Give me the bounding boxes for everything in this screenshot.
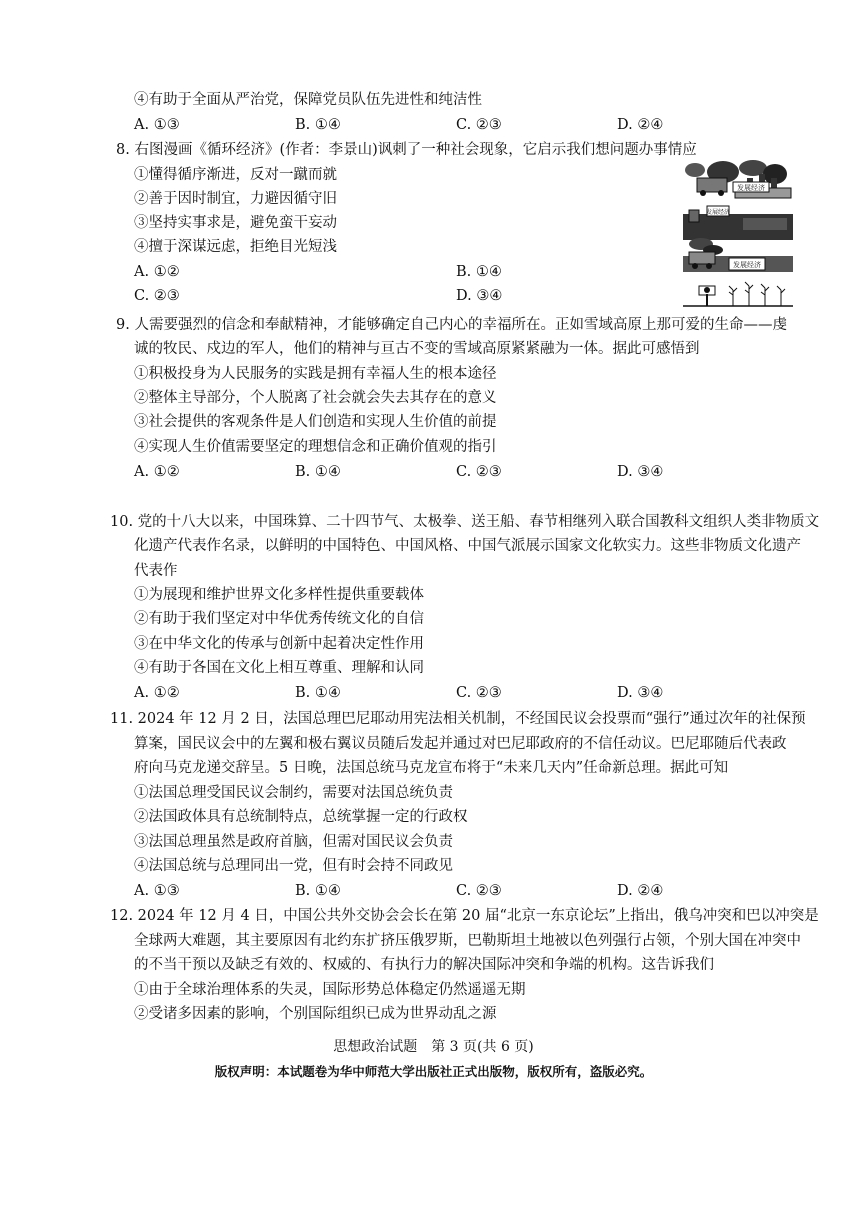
q12-item-2: ②受诸多因素的影响，个别国际组织已成为世界动乱之源 <box>134 1006 497 1022</box>
q7-option-b: B. ①④ <box>295 117 341 133</box>
cartoon-panel-3 <box>683 238 793 272</box>
q10-item-4: ④有助于各国在文化上相互尊重、理解和认同 <box>134 660 424 676</box>
q9-option-b: B. ①④ <box>295 464 341 480</box>
cartoon-panel-2 <box>683 206 793 240</box>
q9-item-3: ③社会提供的客观条件是人们创造和实现人生价值的前提 <box>134 414 497 430</box>
q7-option-a: A. ①③ <box>134 117 180 133</box>
q10-option-b: B. ①④ <box>295 685 341 701</box>
q12-stem-line-3: 的不当干预以及缺乏有效的、权威的、有执行力的解决国际冲突和争端的机构。这告诉我们 <box>134 957 714 973</box>
q8-item-4: ④擅于深谋远虑，拒绝目光短浅 <box>134 239 337 255</box>
q12-stem-line-2: 全球两大难题，其主要原因有北约东扩挤压俄罗斯，巴勒斯坦土地被以色列强行占领，个别大国在冲突中 <box>134 933 801 949</box>
q8-item-2: ②善于因时制宜，力避因循守旧 <box>134 191 337 207</box>
cartoon-panel-4 <box>683 282 793 306</box>
q9-option-c: C. ②③ <box>456 464 502 480</box>
cartoon-label-3: 发展经济 <box>733 261 761 269</box>
q11-item-3: ③法国总理虽然是政府首脑，但需对国民议会负责 <box>134 834 453 850</box>
q11-option-b: B. ①④ <box>295 883 341 899</box>
q10-item-2: ②有助于我们坚定对中华优秀传统文化的自信 <box>134 611 424 627</box>
q10-item-3: ③在中华文化的传承与创新中起着决定性作用 <box>134 636 424 652</box>
q9-item-1: ①积极投身为人民服务的实践是拥有幸福人生的根本途径 <box>134 366 497 382</box>
q9-option-d: D. ③④ <box>617 464 664 480</box>
q10-option-c: C. ②③ <box>456 685 502 701</box>
q12-item-1: ①由于全球治理体系的失灵，国际形势总体稳定仍然遥遥无期 <box>134 982 526 998</box>
copyright-notice: 版权声明：本试题卷为华中师范大学出版社正式出版物，版权所有，盗版必究。 <box>214 1064 653 1079</box>
cartoon-label-2: 发展经济 <box>705 209 731 216</box>
q11-option-d: D. ②④ <box>617 883 664 899</box>
q8-item-3: ③坚持实事求是，避免蛮干妄动 <box>134 215 337 231</box>
q10-option-a: A. ①② <box>134 685 180 701</box>
q10-stem-line-3: 代表作 <box>134 563 178 579</box>
q8-option-c: C. ②③ <box>134 288 180 304</box>
q9-option-a: A. ①② <box>134 464 180 480</box>
q9-item-4: ④实现人生价值需要坚定的理想信念和正确价值观的指引 <box>134 439 497 455</box>
q12-stem-line-1: 12. 2024 年 12 月 4 日，中国公共外交协会会长在第 20 届“北京一东京论坛”上指出，俄乌冲突和巴以冲突是 <box>110 908 819 924</box>
q9-stem-line-2: 诚的牧民、戍边的军人，他们的精神与亘古不变的雪域高原紧紧融为一体。据此可感悟到 <box>134 341 700 357</box>
q11-stem-line-3: 府向马克龙递交辞呈。5 日晚，法国总统马克龙宣布将于“未来几天内”任命新总理。据此可知 <box>134 760 729 776</box>
q11-option-a: A. ①③ <box>134 883 180 899</box>
q9-stem-line-1: 9. 人需要强烈的信念和奉献精神，才能够确定自己内心的幸福所在。正如雪域高原上那可爱的生命——虔 <box>116 317 787 333</box>
q11-option-c: C. ②③ <box>456 883 502 899</box>
circular-economy-cartoon <box>683 160 793 310</box>
q9-item-2: ②整体主导部分，个人脱离了社会就会失去其存在的意义 <box>134 390 497 406</box>
q7-option-c: C. ②③ <box>456 117 502 133</box>
cartoon-panel-1 <box>685 160 791 198</box>
q11-item-1: ①法国总理受国民议会制约，需要对法国总统负责 <box>134 785 453 801</box>
q10-option-d: D. ③④ <box>617 685 664 701</box>
q8-option-b: B. ①④ <box>456 264 502 280</box>
q8-item-1: ①懂得循序渐进，反对一蹴而就 <box>134 167 337 183</box>
page-number: 思想政治试题 第 3 页(共 6 页) <box>333 1039 534 1055</box>
q7-option-d: D. ②④ <box>617 117 664 133</box>
cartoon-label-1: 发展经济 <box>737 184 765 192</box>
q7-item-4: ④有助于全面从严治党，保障党员队伍先进性和纯洁性 <box>134 92 482 108</box>
q8-option-a: A. ①② <box>134 264 180 280</box>
q11-item-2: ②法国政体具有总统制特点，总统掌握一定的行政权 <box>134 809 468 825</box>
q10-stem-line-2: 化遗产代表作名录，以鲜明的中国特色、中国风格、中国气派展示国家文化软实力。这些非物质文化遗产 <box>134 538 801 554</box>
q8-stem: 8. 右图漫画《循环经济》(作者：李景山)讽刺了一种社会现象，它启示我们想问题办事情应 <box>116 142 697 158</box>
q8-option-d: D. ③④ <box>456 288 503 304</box>
q11-stem-line-1: 11. 2024 年 12 月 2 日，法国总理巴尼耶动用宪法相关机制，不经国民议会投票而“强行”通过次年的社保预 <box>110 711 806 727</box>
q11-item-4: ④法国总统与总理同出一党，但有时会持不同政见 <box>134 858 453 874</box>
q11-stem-line-2: 算案，国民议会中的左翼和极右翼议员随后发起并通过对巴尼耶政府的不信任动议。巴尼耶随后代表政 <box>134 736 787 752</box>
q10-stem-line-1: 10. 党的十八大以来，中国珠算、二十四节气、太极拳、送王船、春节相继列入联合国教科文组织人类非物质文 <box>110 514 820 530</box>
q10-item-1: ①为展现和维护世界文化多样性提供重要载体 <box>134 587 424 603</box>
